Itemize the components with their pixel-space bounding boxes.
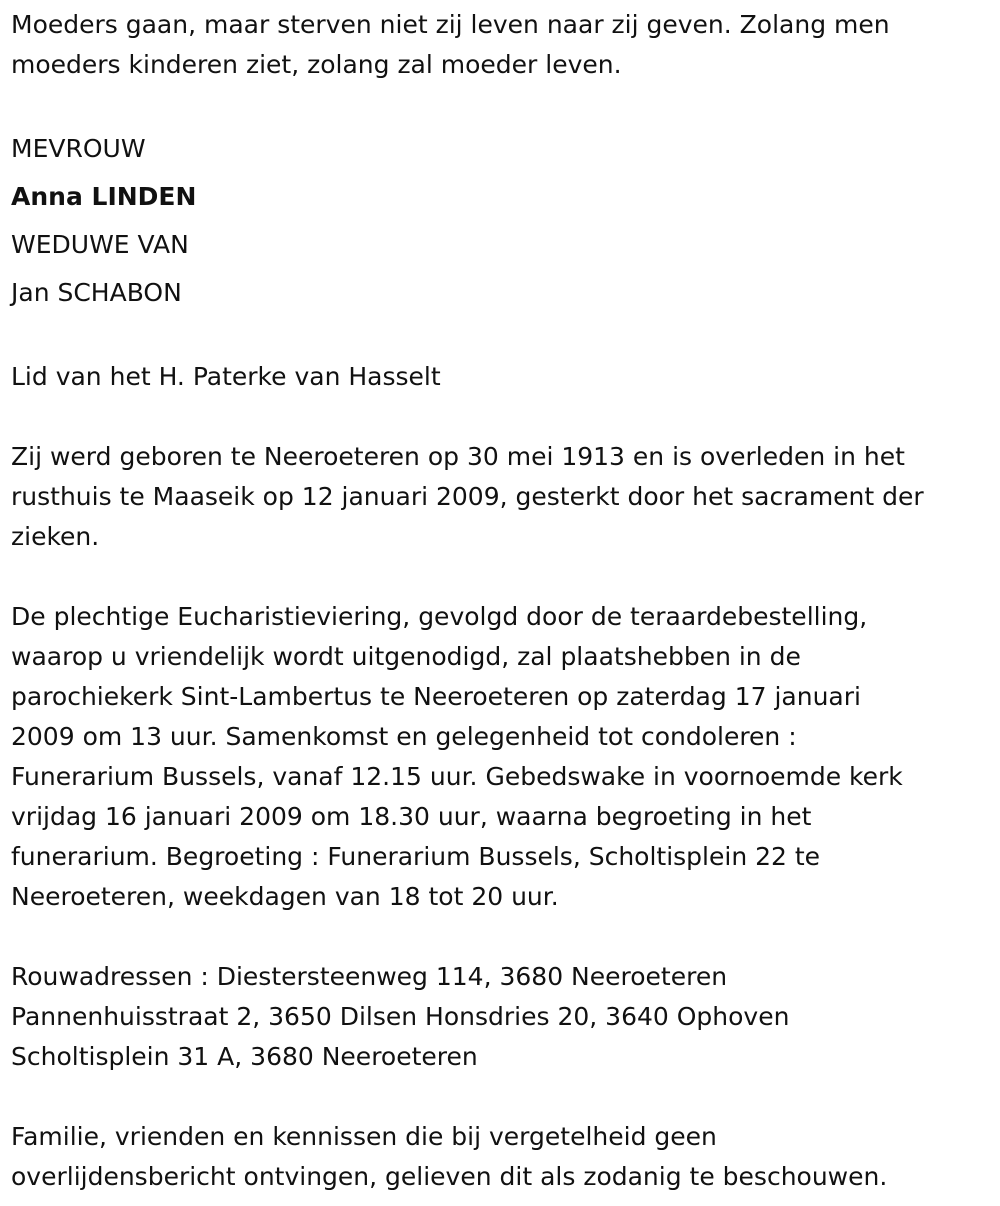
- spouse-name: Jan SCHABON: [11, 278, 182, 307]
- motto-text: Moeders gaan, maar sterven niet zij leven naar zij geven. Zolang men moeders kinderen ziet, zolang zal moeder leven.: [11, 10, 890, 79]
- membership-text: Lid van het H. Paterke van Hasselt: [11, 362, 441, 391]
- relation-text: WEDUWE VAN: [11, 230, 189, 259]
- honorific: MEVROUW: [11, 134, 146, 163]
- deceased-name: Anna LINDEN: [11, 182, 197, 211]
- closing-paragraph: Familie, vrienden en kennissen die bij vergetelheid geen overlijdensbericht ontvingen, gelieven dit als zodanig te beschouwen.: [11, 1122, 888, 1191]
- addresses-paragraph: Rouwadressen : Diestersteenweg 114, 3680 Neeroeteren Pannenhuisstraat 2, 3650 Dilsen Honsdries 20, 3640 Ophoven Scholtisplein 31 A, 3680 Neeroeteren: [11, 962, 790, 1071]
- birth-death-paragraph: Zij werd geboren te Neeroeteren op 30 mei 1913 en is overleden in het rusthuis te Maaseik op 12 januari 2009, gesterkt door het sacrament der zieken.: [11, 442, 924, 551]
- death-notice: [11, 5, 991, 1197]
- service-paragraph: De plechtige Eucharistieviering, gevolgd door de teraardebestelling, waarop u vriendelijk wordt uitgenodigd, zal plaatshebben in de parochiekerk Sint-Lambertus te Neeroeteren op zaterdag 17 januari 2009 om 13 uur. Samenkomst en gelegenheid tot condoleren : Funerarium Bussels, vanaf 12.15 uur. Gebedswake in voornoemde kerk vrijdag 16 januari 2009 om 18.30 uur, waarna begroeting in het funerarium. Begroeting : Funerarium Bussels, Scholtisplein 22 te Neeroeteren, weekdagen van 18 tot 20 uur.: [11, 602, 903, 911]
